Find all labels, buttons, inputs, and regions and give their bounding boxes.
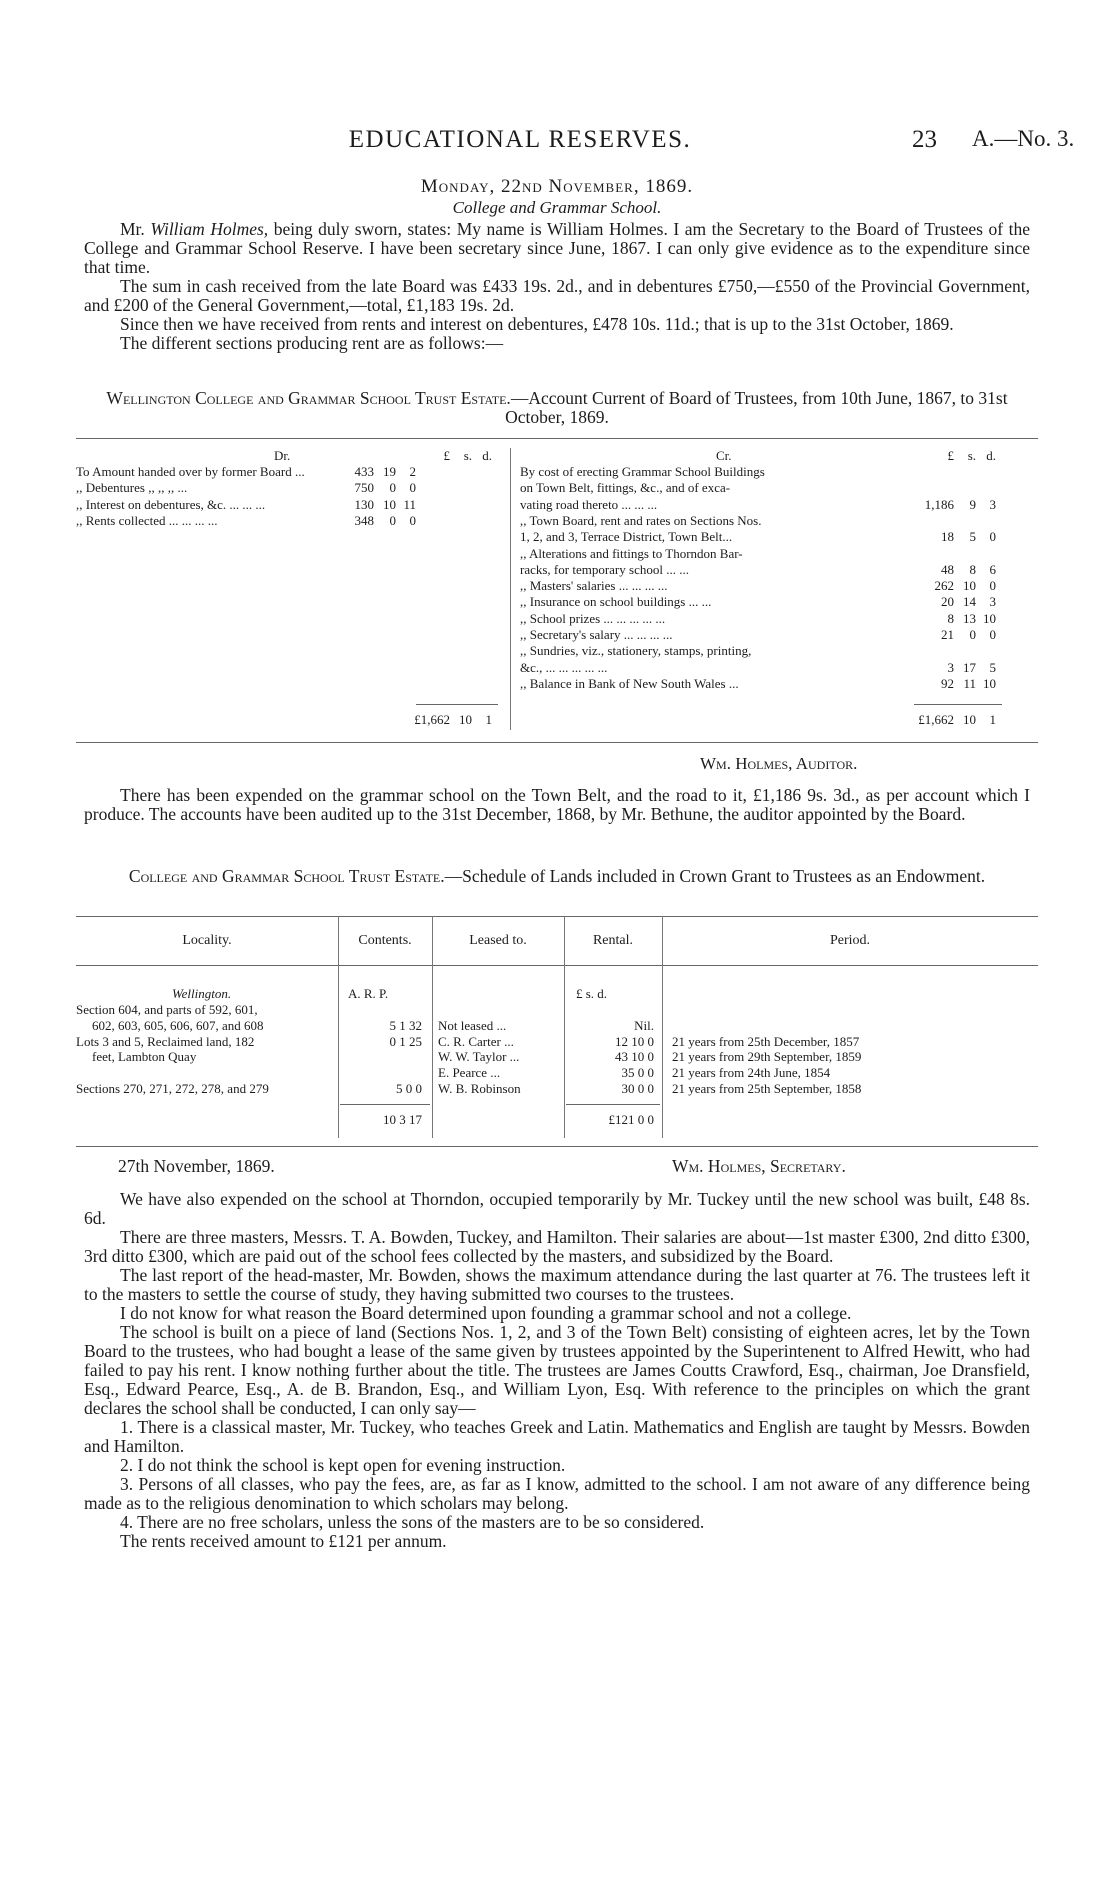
amount-pounds: 20 bbox=[941, 594, 954, 610]
rental-line: 35 0 0 bbox=[621, 1065, 654, 1081]
entry-description: ,, Masters' salaries ... ... ... ... bbox=[520, 578, 668, 594]
intro-paragraph-2: The sum in cash received from the late Board was £433 19s. 2d., and in debentures £750,—£550 of the Provincial Government, and £200 of the General Government,—total, £1,183 19s. 2d. bbox=[84, 276, 1030, 315]
leased-line: E. Pearce ... bbox=[438, 1065, 501, 1081]
closing-paragraph: The school is built on a piece of land (Sections Nos. 1, 2, and 3 of the Town Belt) consisting of eighteen acres, let by the Town Board to the trustees, who had bought a lease of the same given by trustees appointed by the Superintenent to Alfred Hewitt, who had failed to pay his rent. I know nothing further about the title. The trustees are James Coutts Crawford, Esq., chairman, Joe Dransfield, Esq., Edward Pearce, Esq., A. de B. Brandon, Esq., and William Lyon, Esq. With reference to the principles on which the grant declares the school shall be conducted, I can only say— bbox=[84, 1322, 1030, 1418]
amount-pence: 6 bbox=[989, 561, 996, 577]
leased-line: W. B. Robinson bbox=[438, 1080, 521, 1096]
leased-line bbox=[438, 1002, 521, 1018]
schedule-title-rest: —Schedule of Lands included in Crown Grant to Trustees as an Endowment. bbox=[444, 866, 986, 886]
schedule-title-estate: College and Grammar School Trust Estate. bbox=[128, 866, 445, 886]
amount-pounds: 18 bbox=[941, 529, 954, 545]
schedule-title bbox=[104, 867, 1010, 886]
amount-pence: 0 bbox=[409, 480, 416, 496]
amount-shillings: 10 bbox=[383, 496, 396, 512]
dr-pounds-head: £ bbox=[443, 448, 450, 463]
amount-shillings: 13 bbox=[963, 610, 976, 626]
contents-total-rule bbox=[340, 1104, 430, 1105]
dr-total-rule bbox=[416, 704, 498, 705]
contents-column bbox=[338, 1002, 422, 1097]
amount-pounds: 750 bbox=[354, 480, 374, 496]
account-title bbox=[104, 389, 1010, 427]
entry-description: By cost of erecting Grammar School Buildings bbox=[520, 464, 765, 479]
entry-description: ,, Insurance on school buildings ... ... bbox=[520, 594, 712, 610]
locality-line: Sections 270, 271, 272, 278, and 279 bbox=[76, 1080, 269, 1096]
contents-line: 0 1 25 bbox=[389, 1033, 422, 1049]
amount-pounds: 348 bbox=[354, 512, 374, 528]
amount-shillings: 10 bbox=[963, 578, 976, 594]
entry-description: ,, Town Board, rent and rates on Sections Nos. bbox=[520, 512, 762, 528]
entry-description: ,, Balance in Bank of New South Wales ... bbox=[520, 675, 739, 691]
locality-line: feet, Lambton Quay bbox=[92, 1049, 197, 1065]
contents-total: 10 3 17 bbox=[383, 1112, 422, 1127]
closing-paragraph: I do not know for what reason the Board determined upon founding a grammar school and not a college. bbox=[120, 1303, 852, 1323]
header-contents: Contents. bbox=[358, 933, 412, 948]
amount-shillings: 8 bbox=[969, 561, 976, 577]
amount-shillings: 11 bbox=[963, 675, 976, 691]
cr-total-pence: 1 bbox=[989, 712, 996, 727]
entry-description: 1, 2, and 3, Terrace District, Town Belt... bbox=[520, 529, 733, 545]
amount-pence: 11 bbox=[403, 496, 416, 512]
session-subject: College and Grammar School. bbox=[452, 198, 662, 217]
locality-column bbox=[76, 1002, 269, 1097]
account-title-estate: Wellington College and Grammar School Trust Estate. bbox=[106, 388, 511, 408]
period-line bbox=[672, 1002, 861, 1018]
closing-paragraph: 3. Persons of all classes, who pay the fees, are, as far as I know, admitted to the school. I am not aware of any difference being made as to the religious denomination to which scholars may belong. bbox=[84, 1474, 1030, 1513]
amount-pounds: 21 bbox=[941, 627, 954, 642]
account-title-rest: —Account Current of Board of Trustees, from 10th June, 1867, to 31st October, 1869. bbox=[505, 388, 1008, 427]
closing-testimony bbox=[84, 1190, 1030, 1551]
closing-paragraph: The rents received amount to £121 per annum. bbox=[120, 1531, 447, 1551]
account-current bbox=[76, 448, 1038, 738]
amount-shillings: 5 bbox=[969, 529, 976, 545]
period-line: 21 years from 25th September, 1858 bbox=[672, 1080, 862, 1096]
amount-pounds: 8 bbox=[947, 610, 954, 626]
contents-line bbox=[338, 1049, 422, 1065]
schedule-header-rule bbox=[76, 965, 1038, 966]
rental-column bbox=[564, 1002, 654, 1097]
dr-pence-head: d. bbox=[482, 448, 492, 463]
rental-line: Nil. bbox=[634, 1017, 654, 1033]
dr-total-shillings: 10 bbox=[459, 712, 472, 727]
period-line bbox=[672, 1018, 861, 1034]
amount-pounds: 262 bbox=[934, 578, 954, 594]
schedule-date: 27th November, 1869. bbox=[118, 1156, 275, 1176]
locality-line: 602, 603, 605, 606, 607, and 608 bbox=[92, 1017, 264, 1033]
amount-shillings: 0 bbox=[969, 627, 976, 642]
entry-description: racks, for temporary school ... ... bbox=[520, 561, 689, 577]
leased-column bbox=[438, 1002, 521, 1097]
running-title: EDUCATIONAL RESERVES. bbox=[348, 126, 692, 153]
amount-pounds: 433 bbox=[354, 464, 374, 479]
schedule-col-divider-4 bbox=[662, 916, 663, 1138]
cr-pence-head: d. bbox=[986, 448, 996, 463]
leased-line: Not leased ... bbox=[438, 1017, 507, 1033]
amount-pence: 3 bbox=[989, 496, 996, 512]
amount-pounds: 130 bbox=[354, 496, 374, 512]
amount-pounds: 3 bbox=[947, 659, 954, 675]
rental-line: 30 0 0 bbox=[621, 1080, 654, 1096]
cr-total-pounds: £1,662 bbox=[918, 712, 954, 727]
amount-pounds: 92 bbox=[941, 675, 954, 691]
session-date: Monday, 22nd November, 1869. bbox=[420, 176, 694, 197]
schedule-table bbox=[76, 916, 1038, 1144]
rental-line: 12 10 0 bbox=[615, 1033, 654, 1049]
account-bottom-rule bbox=[76, 742, 1038, 743]
dr-shillings-head: s. bbox=[463, 448, 472, 463]
account-top-rule bbox=[76, 438, 1038, 439]
dr-total-pence: 1 bbox=[485, 712, 492, 727]
rental-line: 43 10 0 bbox=[615, 1049, 654, 1065]
entry-description: ,, Rents collected ... ... ... ... bbox=[76, 512, 218, 528]
header-period: Period. bbox=[829, 933, 871, 948]
leased-line: C. R. Carter ... bbox=[438, 1033, 514, 1049]
entry-description: ,, School prizes ... ... ... ... ... bbox=[520, 610, 666, 626]
page-number: 23 bbox=[912, 126, 937, 153]
entry-description: ,, Alterations and fittings to Thorndon Bar- bbox=[520, 545, 743, 561]
entry-description: ,, Interest on debentures, &c. ... ... ... bbox=[76, 496, 266, 512]
audit-note bbox=[84, 786, 1030, 824]
entry-description: on Town Belt, fittings, &c., and of exca- bbox=[520, 480, 731, 496]
contents-units: A. R. P. bbox=[348, 986, 389, 1001]
entry-description: vating road thereto ... ... ... bbox=[520, 496, 658, 512]
cr-shillings-head: s. bbox=[967, 448, 976, 463]
locality-line bbox=[76, 1065, 269, 1081]
dr-heading: Dr. bbox=[274, 448, 291, 463]
rental-total-rule bbox=[566, 1104, 660, 1105]
contents-line: 5 0 0 bbox=[396, 1080, 422, 1096]
entry-description: &c., ... ... ... ... ... bbox=[520, 659, 608, 675]
entry-description: To Amount handed over by former Board ... bbox=[76, 464, 305, 479]
rental-line bbox=[564, 1002, 654, 1018]
intro-section bbox=[84, 220, 1030, 353]
district-name: Wellington. bbox=[172, 986, 232, 1001]
amount-pence: 0 bbox=[989, 578, 996, 594]
schedule-bottom-rule bbox=[76, 1146, 1038, 1147]
auditor-signature: Wm. Holmes, Auditor. bbox=[700, 754, 858, 773]
amount-pence: 3 bbox=[989, 594, 996, 610]
amount-pence: 5 bbox=[989, 659, 996, 675]
closing-paragraph: The last report of the head-master, Mr. Bowden, shows the maximum attendance during the last quarter at 76. The trustees left it to the masters to settle the course of study, they having submitted two courses to the trustees. bbox=[84, 1265, 1030, 1304]
header-leased-to: Leased to. bbox=[469, 933, 527, 948]
amount-shillings: 14 bbox=[963, 594, 976, 610]
amount-shillings: 0 bbox=[389, 512, 396, 528]
amount-pence: 0 bbox=[989, 627, 996, 642]
period-column bbox=[672, 1002, 861, 1097]
closing-paragraph: 1. There is a classical master, Mr. Tuckey, who teaches Greek and Latin. Mathematics and English are taught by Messrs. Bowden and Hamilton. bbox=[84, 1417, 1030, 1456]
entry-description: ,, Sundries, viz., stationery, stamps, printing, bbox=[520, 643, 752, 659]
closing-paragraph: 2. I do not think the school is kept open for evening instruction. bbox=[120, 1455, 566, 1475]
entry-description: ,, Debentures ,, ,, ,, ... bbox=[76, 480, 188, 496]
schedule-top-rule bbox=[76, 916, 1038, 917]
amount-pence: 0 bbox=[409, 512, 416, 528]
amount-pence: 2 bbox=[409, 464, 416, 479]
contents-line bbox=[338, 1002, 422, 1018]
witness-name: William Holmes, bbox=[150, 219, 269, 239]
locality-line: Section 604, and parts of 592, 601, bbox=[76, 1002, 258, 1017]
amount-pounds: 1,186 bbox=[924, 496, 954, 512]
account-divider bbox=[510, 448, 511, 730]
amount-pence: 10 bbox=[983, 675, 996, 691]
period-line: 21 years from 29th September, 1859 bbox=[672, 1049, 862, 1065]
amount-shillings: 19 bbox=[383, 464, 396, 479]
amount-shillings: 9 bbox=[969, 496, 976, 512]
closing-paragraph: We have also expended on the school at Thorndon, occupied temporarily by Mr. Tuckey until the new school was built, £48 8s. 6d. bbox=[84, 1189, 1030, 1228]
paper-reference: A.—No. 3. bbox=[972, 126, 1075, 151]
intro-lead: Mr. bbox=[120, 219, 145, 239]
cr-heading: Cr. bbox=[716, 448, 732, 463]
rental-total: £121 0 0 bbox=[608, 1112, 654, 1127]
intro-paragraph-3: Since then we have received from rents and interest on debentures, £478 10s. 11d.; that is up to the 31st October, 1869. bbox=[120, 314, 954, 334]
schedule-col-divider-2 bbox=[432, 916, 433, 1138]
period-line: 21 years from 24th June, 1854 bbox=[672, 1065, 831, 1081]
header-rental: Rental. bbox=[592, 933, 634, 948]
contents-line: 5 1 32 bbox=[389, 1017, 422, 1033]
amount-pence: 10 bbox=[983, 610, 996, 626]
intro-text: being duly sworn, states: My name is William Holmes. I am the Secretary to the Board of Trustees of the College and Grammar School Reserve. I have been secretary since June, 1867. I can only give evidence as to the expenditure since that time. bbox=[84, 219, 1030, 277]
amount-shillings: 0 bbox=[389, 480, 396, 496]
audit-paragraph: There has been expended on the grammar school on the Town Belt, and the road to it, £1,186 9s. 3d., as per account which I produce. The accounts have been audited up to the 31st December, 1868, by Mr. Bethune, the auditor appointed by the Board. bbox=[84, 785, 1030, 824]
cr-pounds-head: £ bbox=[947, 448, 954, 463]
closing-paragraph: There are three masters, Messrs. T. A. Bowden, Tuckey, and Hamilton. Their salaries are about—1st master £300, 2nd ditto £300, 3rd ditto £300, which are paid out of the school fees collected by the masters, and subsidized by the Board. bbox=[84, 1227, 1030, 1266]
rental-units: £ s. d. bbox=[576, 986, 608, 1001]
amount-pence: 0 bbox=[989, 529, 996, 545]
contents-line bbox=[338, 1065, 422, 1081]
cr-total-shillings: 10 bbox=[963, 712, 976, 727]
closing-paragraph: 4. There are no free scholars, unless the sons of the masters are to be so considered. bbox=[120, 1512, 705, 1532]
period-line: 21 years from 25th December, 1857 bbox=[672, 1033, 860, 1049]
locality-line: Lots 3 and 5, Reclaimed land, 182 bbox=[76, 1033, 255, 1049]
secretary-signature: Wm. Holmes, Secretary. bbox=[672, 1156, 846, 1176]
amount-pounds: 48 bbox=[941, 561, 954, 577]
dr-total-pounds: £1,662 bbox=[414, 712, 450, 727]
header-locality: Locality. bbox=[182, 933, 232, 948]
amount-shillings: 17 bbox=[963, 659, 976, 675]
leased-line: W. W. Taylor ... bbox=[438, 1049, 520, 1065]
intro-paragraph-1 bbox=[84, 220, 1030, 277]
entry-description: ,, Secretary's salary ... ... ... ... bbox=[520, 627, 673, 642]
cr-total-rule bbox=[914, 704, 1002, 705]
intro-paragraph-4: The different sections producing rent are as follows:— bbox=[120, 333, 504, 353]
